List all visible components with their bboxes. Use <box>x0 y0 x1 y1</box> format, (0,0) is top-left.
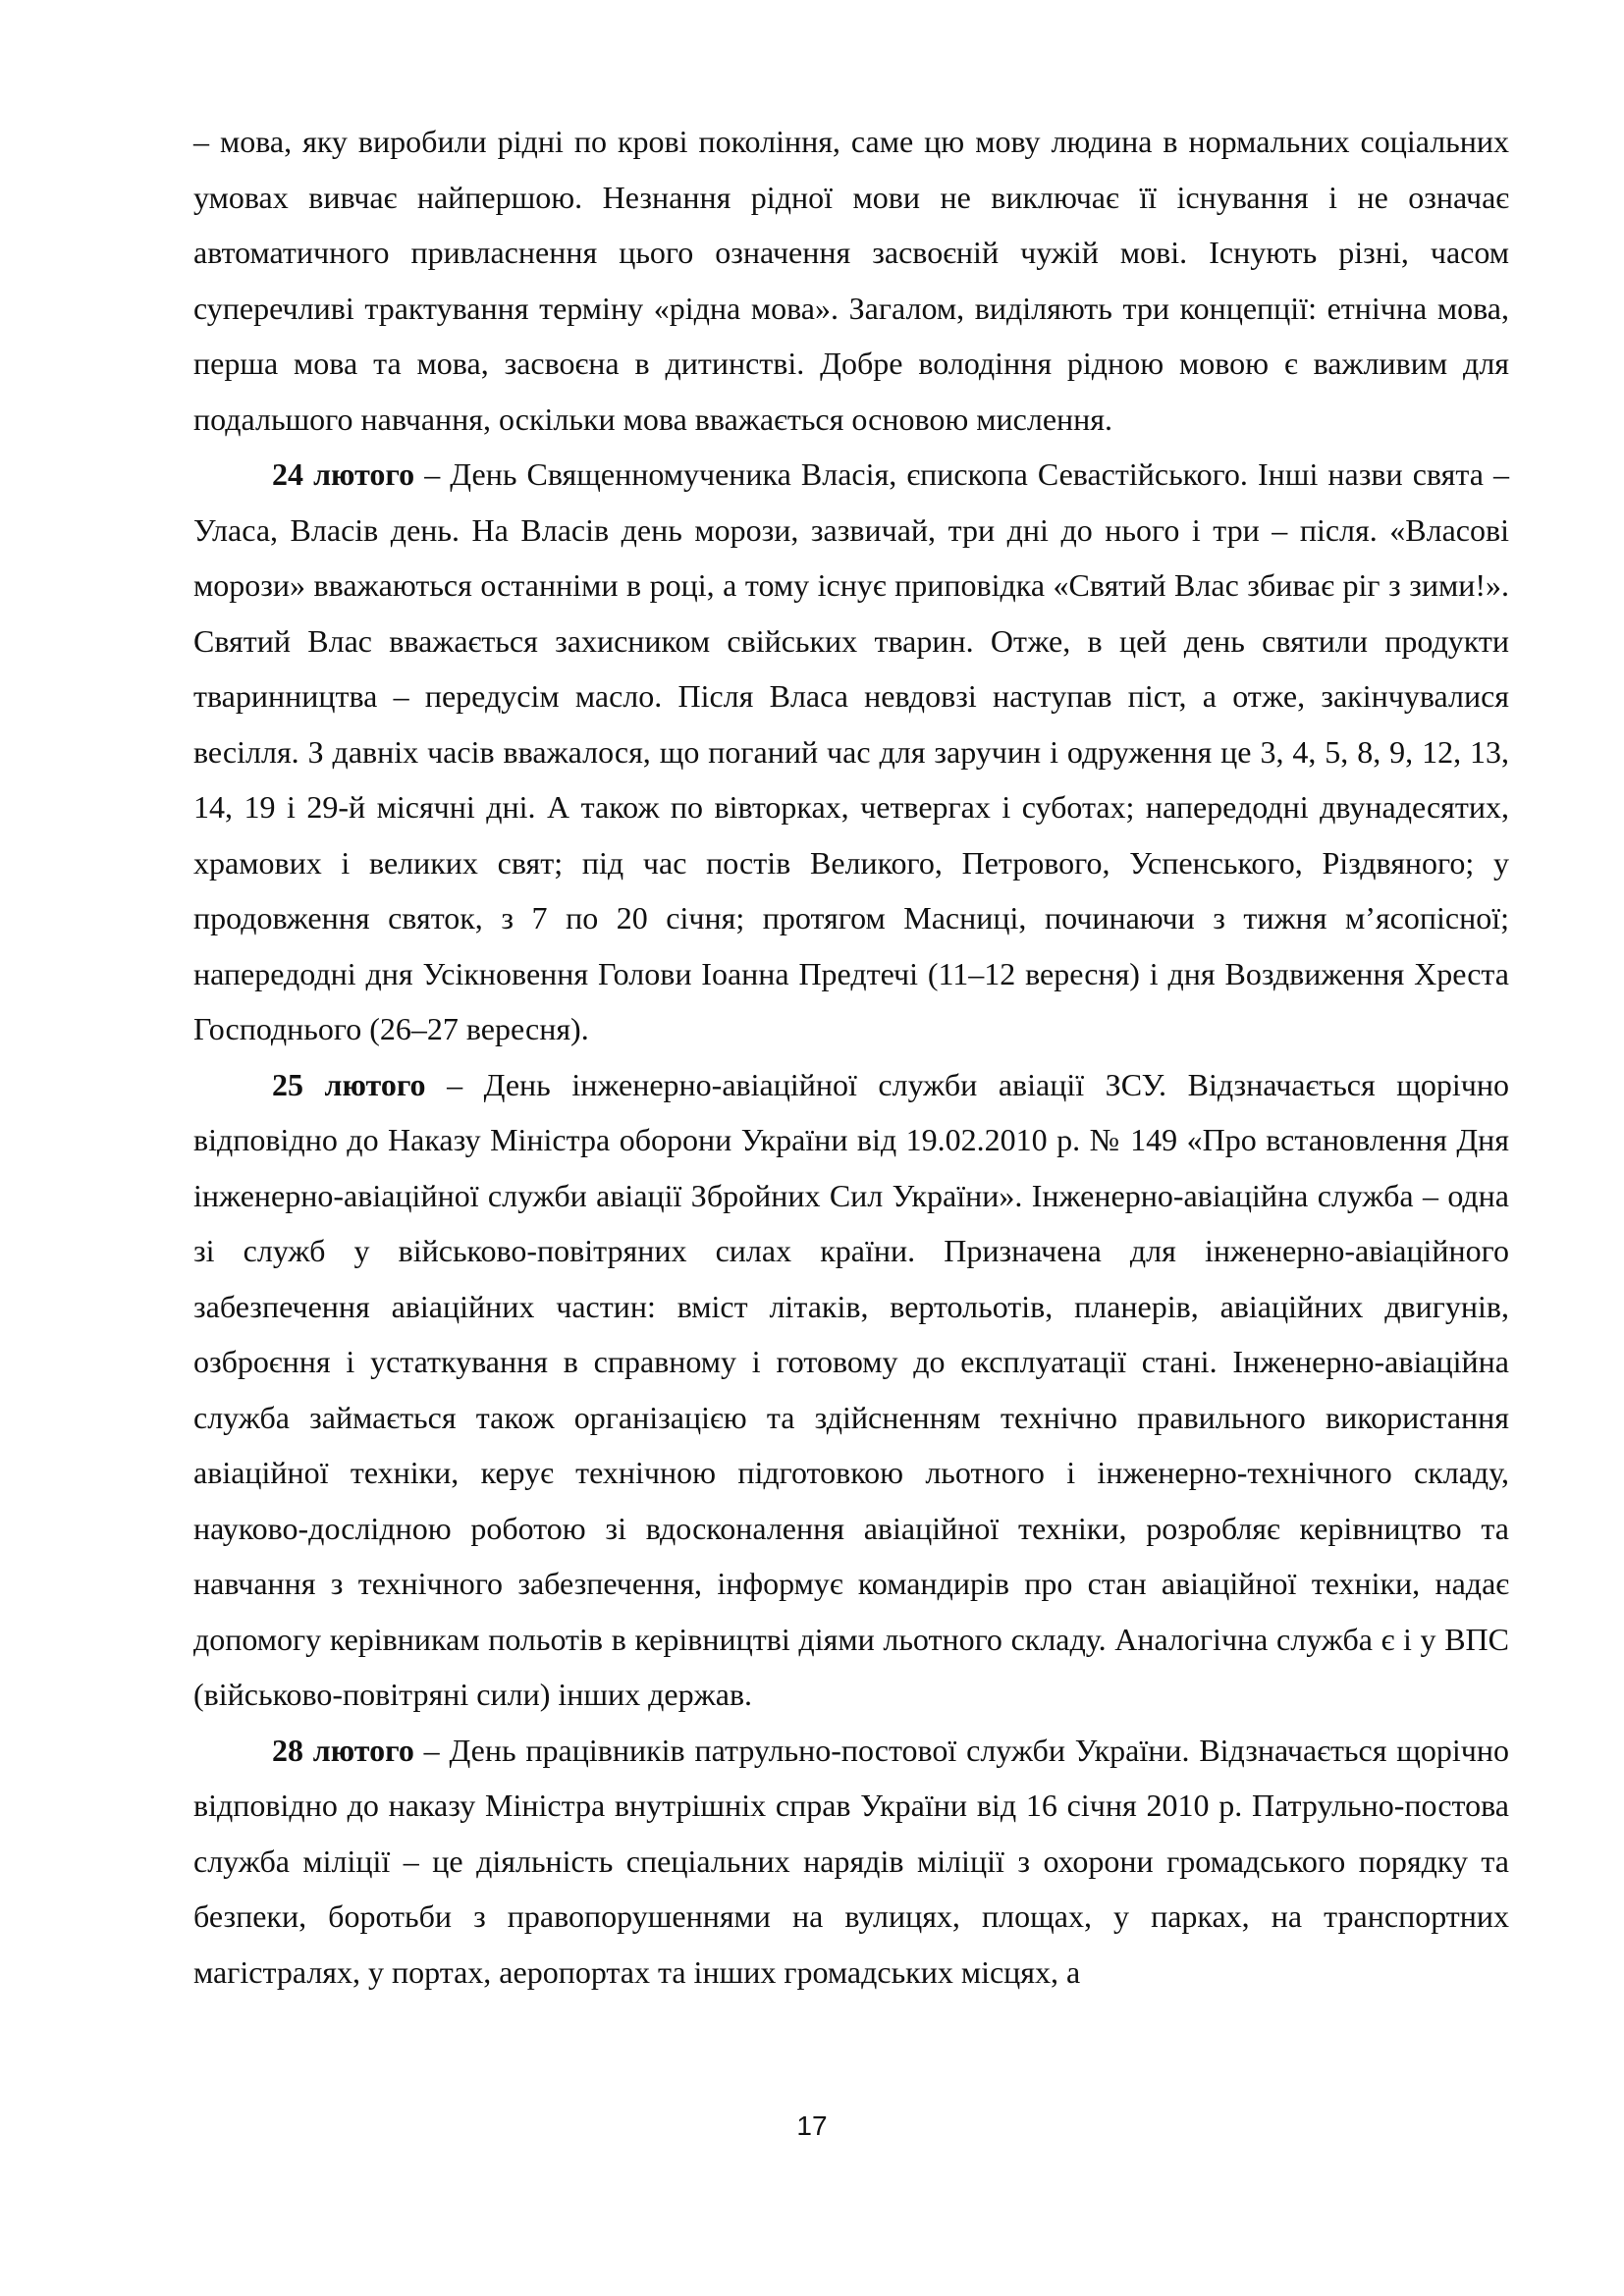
paragraph-intro <box>193 114 1509 447</box>
document-body <box>193 114 1509 2000</box>
paragraph-date: 25 лютого <box>272 1066 426 1102</box>
paragraph-feb-24 <box>193 447 1509 1057</box>
page-number: 17 <box>796 2110 828 2141</box>
paragraph-text: – День Священномученика Власія, єпископа Севастійського. Інші назви свята – Уласа, Власів день. На Власів день морози, зазвичай, три дні до нього і три – після. «Власові морози» вважаються останніми в році, а тому існує приповідка «Святий Влас збиває ріг з зими!». Святий Влас вважається захисником свійських тварин. Отже, в цей день святили продукти тваринництва – передусім масло. Після Власа невдовзі наступав піст, а отже, закінчувалися весілля. З давніх часів вважалося, що поганий час для заручин і одруження це 3, 4, 5, 8, 9, 12, 13, 14, 19 і 29-й місячні дні. А також по вівторках, четвергах і суботах; напередодні двунадесятих, храмових і великих свят; під час постів Великого, Петрового, Успенського, Різдвяного; у продовження святок, з 7 по 20 січня; протягом Масниці, починаючи з тижня м’ясопісної; напередодні дня Усікновення Голови Іоанна Предтечі (11–12 вересня) і дня Воздвиження Хреста Господнього (26–27 вересня). <box>193 456 1510 1046</box>
paragraph-date: 28 лютого <box>272 1732 414 1768</box>
paragraph-text: – День інженерно-авіаційної служби авіації ЗСУ. Відзначається щорічно відповідно до Наказу Міністра оборони України від 19.02.2010 р. № 149 «Про встановлення Дня інженерно-авіаційної служби авіації Збройних Сил України». Інженерно-авіаційна служба – одна зі служб у військово-повітряних силах країни. Призначена для інженерно-авіаційного забезпечення авіаційних частин: вміст літаків, вертольотів, планерів, авіаційних двигунів, озброєння і устаткування в справному і готовому до експлуатації стані. Інженерно-авіаційна служба займається також організацією та здійсненням технічно правильного використання авіаційної техніки, керує технічною підготовкою льотного і інженерно-технічного складу, науково-дослідною роботою зі вдосконалення авіаційної техніки, розробляє керівництво та навчання з технічного забезпечення, інформує командирів про стан авіаційної техніки, надає допомогу керівникам польотів в керівництві діями льотного складу. Аналогічна служба є і у ВПС (військово-повітряні сили) інших держав. <box>193 1066 1510 1712</box>
paragraph-text: – мова, яку виробили рідні по крові покоління, саме цю мову людина в нормальних соціальних умовах вивчає найпершою. Незнання рідної мови не виключає її існування і не означає автоматичного привласнення цього означення засвоєній чужій мові. Існують різні, часом суперечливі трактування терміну «рідна мова». Загалом, виділяють три концепції: етнічна мова, перша мова та мова, засвоєна в дитинстві. Добре володіння рідною мовою є важливим для подальшого навчання, оскільки мова вважається основою мислення. <box>193 124 1509 437</box>
paragraph-text: – День працівників патрульно-постової служби України. Відзначається щорічно відповідно до наказу Міністра внутрішніх справ України від 16 січня 2010 р. Патрульно-постова служба міліції – це діяльність спеціальних нарядів міліції з охорони громадського порядку та безпеки, боротьби з правопорушеннями на вулицях, площах, у парках, на транспортних магістралях, у портах, аеропортах та інших громадських місцях, а <box>193 1732 1510 1990</box>
paragraph-feb-25 <box>193 1057 1509 1723</box>
paragraph-feb-28 <box>193 1723 1509 2001</box>
paragraph-date: 24 лютого <box>272 456 415 492</box>
